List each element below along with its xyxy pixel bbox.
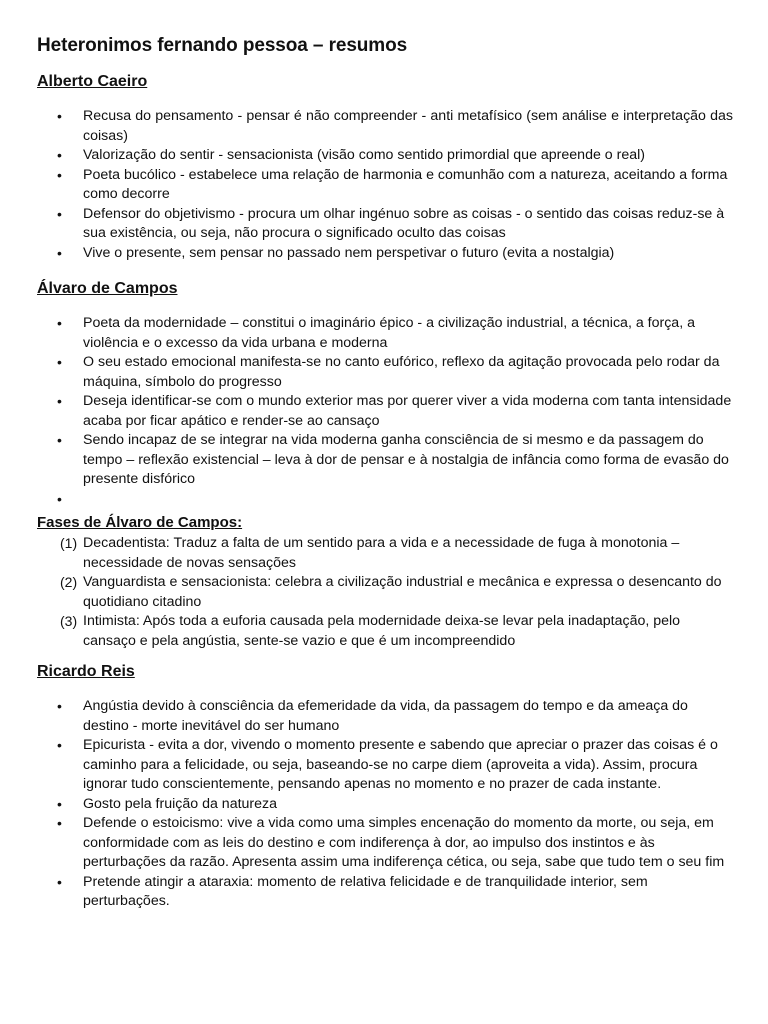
bullet-icon: •: [57, 795, 62, 812]
list-item: • Defensor do objetivismo - procura um olhar ingénuo sobre as coisas - o sentido das coisas reduz-se à sua existência, ou seja, não procura o significado oculto das coisas: [57, 205, 725, 241]
list-number: (3): [60, 613, 78, 629]
bullet-icon: •: [57, 490, 62, 507]
section-heading-fases: Fases de Álvaro de Campos:: [37, 514, 243, 531]
bullet-icon: •: [57, 815, 62, 831]
list-item: (2) Vanguardista e sensacionista: celebra a civilização industrial e mecânica e expressa o desencanto do quotidiano citadino: [60, 574, 722, 610]
list-item: • Sendo incapaz de se integrar na vida moderna ganha consciência de si mesmo e da passagem do tempo – reflexão existencial – leva à dor de pensar e à nostalgia de infância como forma de evasão do presente disfórico: [57, 432, 729, 487]
list-item: • Defende o estoicismo: vive a vida como uma simples encenação do momento da morte, ou seja, em conformidade com as leis do destino e com indiferença à dor, ao impulso dos instintos e às perturbações da razão. Apresenta assim uma indiferença cética, ou seja, sabe que tudo tem o seu fim: [57, 815, 725, 870]
list-item: • Angústia devido à consciência da efemeridade da vida, da passagem do tempo e da ameaça do destino - morte inevitável do ser humano: [57, 698, 688, 734]
list-number: (2): [60, 574, 78, 590]
list-item: (1) Decadentista: Traduz a falta de um sentido para a vida e a necessidade de fuga à monotonia – necessidade de novas sensações: [60, 535, 680, 571]
bullet-icon: •: [57, 244, 62, 261]
alberto-caeiro-list: [0, 107, 768, 263]
ricardo-reis-list: [0, 697, 768, 912]
list-item: (3) Intimista: Após toda a euforia causada pela modernidade deixa-se levar pela inadaptação, pelo cansaço e pela angústia, sente-se vazio e que é um incompreendido: [60, 613, 681, 649]
bullet-icon: •: [57, 354, 62, 370]
bullet-icon: •: [57, 147, 62, 163]
bullet-icon: •: [57, 432, 62, 448]
bullet-icon: •: [57, 315, 62, 331]
list-item: • Epicurista - evita a dor, vivendo o momento presente e sabendo que apreciar o prazer das coisas é o caminho para a felicidade, ou seja, baseando-se no carpe diem (aproveita a vida). Assim, procura ignorar tudo conscientemente, pensando apenas no momento e no prazer de cada instante.: [57, 737, 718, 792]
list-item: • Pretende atingir a ataraxia: momento de relativa felicidade e de tranquilidade interior, sem perturbações.: [57, 873, 648, 909]
bullet-icon: •: [57, 166, 62, 183]
list-number: (1): [60, 535, 78, 551]
section-heading-alvaro-de-campos: Álvaro de Campos: [37, 280, 178, 297]
bullet-icon: •: [57, 698, 62, 714]
bullet-icon: •: [57, 205, 62, 222]
list-item: [0, 490, 768, 510]
bullet-icon: •: [57, 737, 62, 753]
list-item: • Vive o presente, sem pensar no passado nem perspetivar o futuro (evita a nostalgia): [0, 244, 768, 264]
bullet-icon: •: [57, 108, 62, 124]
page-title: Heteronimos fernando pessoa – resumos: [37, 35, 408, 56]
bullet-icon: •: [57, 393, 62, 409]
bullet-icon: •: [57, 873, 62, 890]
list-item: • Valorização do sentir - sensacionista (visão como sentido primordial que apreende o real): [0, 146, 768, 166]
fases-list: [0, 534, 768, 651]
alvaro-de-campos-list: [0, 314, 768, 509]
list-item: • Deseja identificar-se com o mundo exterior mas por querer viver a vida moderna com tanta intensidade acaba por ficar apático e render-se ao cansaço: [57, 393, 732, 429]
section-heading-ricardo-reis: Ricardo Reis: [37, 663, 135, 680]
list-item: • Recusa do pensamento - pensar é não compreender - anti metafísico (sem análise e interpretação das coisas): [57, 108, 733, 144]
list-item: • Poeta da modernidade – constitui o imaginário épico - a civilização industrial, a técnica, a força, a violência e o excesso da vida urbana e moderna: [57, 315, 695, 351]
list-item: • Gosto pela fruição da natureza: [0, 795, 768, 815]
list-item: • Poeta bucólico - estabelece uma relação de harmonia e comunhão com a natureza, aceitando a forma como decorre: [57, 166, 728, 202]
list-item: • O seu estado emocional manifesta-se no canto eufórico, reflexo da agitação provocada pelo rodar da máquina, símbolo do progresso: [57, 354, 720, 390]
section-heading-alberto-caeiro: Alberto Caeiro: [37, 73, 148, 90]
